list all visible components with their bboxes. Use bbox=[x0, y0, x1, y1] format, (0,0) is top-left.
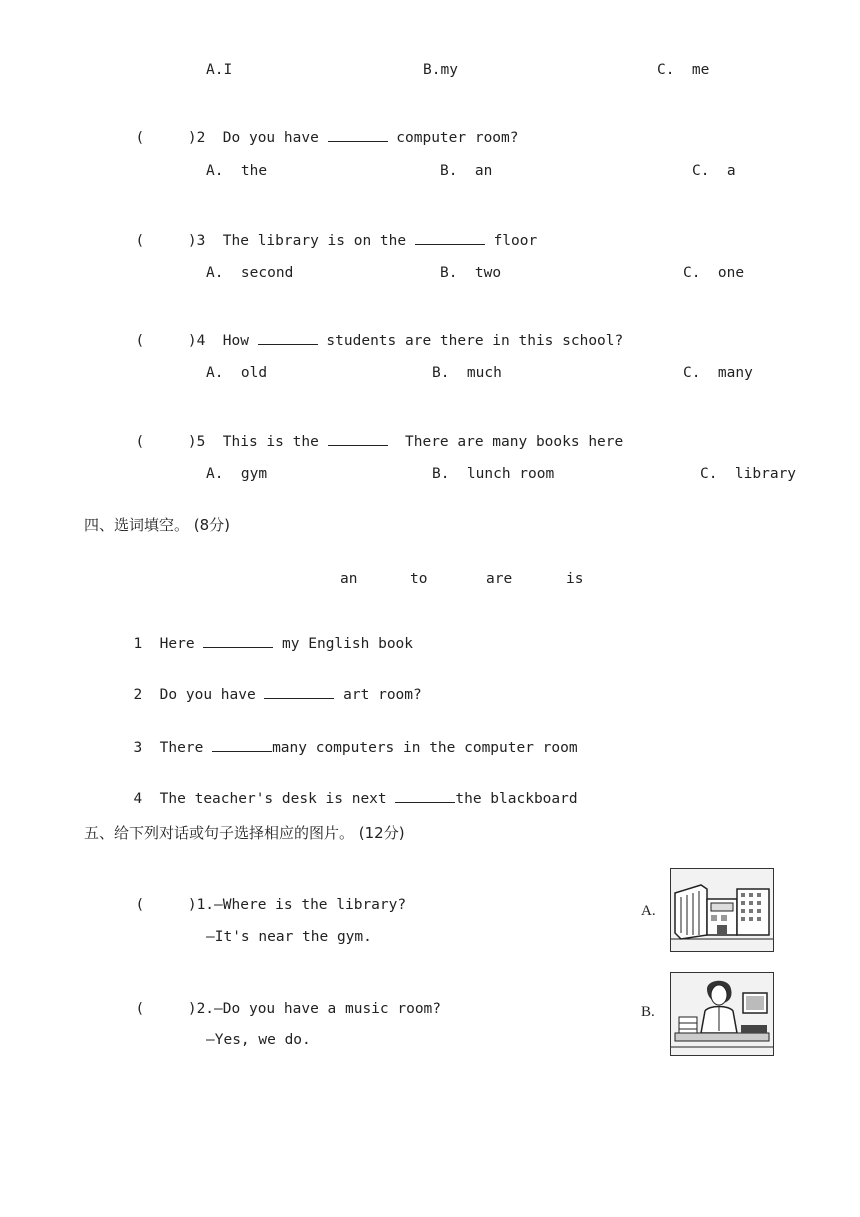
option-a: A. second bbox=[206, 265, 294, 281]
answer-blank[interactable] bbox=[395, 790, 455, 803]
section-4-title: 四、选词填空。 (8分) bbox=[84, 516, 231, 534]
dialog-item-1 bbox=[118, 878, 406, 914]
item-number: 3 bbox=[133, 740, 143, 756]
dialog-question: —Do you have a music room? bbox=[214, 1001, 442, 1017]
dialog-item-2 bbox=[118, 982, 441, 1018]
item-text-post: the blackboard bbox=[455, 791, 578, 807]
fill-item-3 bbox=[116, 721, 578, 757]
item-number: ( )2. bbox=[135, 1001, 215, 1017]
option-b: B.my bbox=[423, 62, 458, 78]
question-text-pre: How bbox=[222, 333, 258, 349]
item-number: 1 bbox=[133, 636, 143, 652]
item-text-pre: Do you have bbox=[159, 687, 265, 703]
question-number: ( )3 bbox=[135, 233, 206, 249]
question-text-post: students are there in this school? bbox=[317, 333, 624, 349]
answer-blank[interactable] bbox=[328, 129, 388, 142]
item-number: 4 bbox=[133, 791, 143, 807]
question-2 bbox=[118, 111, 519, 147]
option-c: C. a bbox=[692, 163, 736, 179]
section-5-title: 五、给下列对话或句子选择相应的图片。 (12分) bbox=[84, 824, 405, 842]
answer-blank[interactable] bbox=[328, 433, 388, 446]
fill-item-1 bbox=[116, 617, 413, 653]
item-text-pre: Here bbox=[159, 636, 204, 652]
question-number: ( )5 bbox=[135, 434, 206, 450]
answer-blank[interactable] bbox=[203, 635, 273, 648]
option-b: B. two bbox=[440, 265, 502, 281]
item-text-pre: The teacher's desk is next bbox=[159, 791, 396, 807]
question-4 bbox=[118, 314, 623, 350]
picture-a-label: A. bbox=[641, 903, 656, 919]
library-building-icon bbox=[670, 868, 774, 952]
item-text-post: art room? bbox=[334, 687, 422, 703]
option-c: C. one bbox=[683, 265, 745, 281]
fill-item-4 bbox=[116, 772, 578, 808]
question-text-pre: The library is on the bbox=[222, 233, 415, 249]
option-c: C. me bbox=[657, 62, 710, 78]
question-3 bbox=[118, 214, 537, 250]
item-text-pre: There bbox=[159, 740, 213, 756]
option-b: B. much bbox=[432, 365, 502, 381]
answer-blank[interactable] bbox=[258, 332, 318, 345]
option-b: B. an bbox=[440, 163, 493, 179]
option-a: A.I bbox=[206, 62, 233, 78]
question-5 bbox=[118, 415, 623, 451]
option-b: B. lunch room bbox=[432, 466, 555, 482]
question-text-post: floor bbox=[484, 233, 538, 249]
answer-blank[interactable] bbox=[264, 686, 334, 699]
question-text-post: computer room? bbox=[387, 130, 519, 146]
answer-blank[interactable] bbox=[212, 739, 272, 752]
item-text-post: many computers in the computer room bbox=[272, 740, 578, 756]
fill-item-2 bbox=[116, 668, 422, 704]
picture-b-label: B. bbox=[641, 1004, 655, 1020]
option-c: C. many bbox=[683, 365, 753, 381]
option-a: A. gym bbox=[206, 466, 268, 482]
question-number: ( )2 bbox=[135, 130, 206, 146]
word-bank-item: is bbox=[566, 571, 584, 587]
dialog-answer: —Yes, we do. bbox=[206, 1032, 311, 1048]
item-number: 2 bbox=[133, 687, 143, 703]
question-text-pre: Do you have bbox=[222, 130, 328, 146]
word-bank-item: an bbox=[340, 571, 358, 587]
item-number: ( )1. bbox=[135, 897, 215, 913]
question-number: ( )4 bbox=[135, 333, 206, 349]
option-a: A. the bbox=[206, 163, 268, 179]
word-bank-item: to bbox=[410, 571, 428, 587]
teacher-at-desk-icon bbox=[670, 972, 774, 1056]
dialog-question: —Where is the library? bbox=[214, 897, 407, 913]
option-c: C. library bbox=[700, 466, 797, 482]
question-text-pre: This is the bbox=[222, 434, 328, 450]
item-text-post: my English book bbox=[273, 636, 414, 652]
dialog-answer: —It's near the gym. bbox=[206, 929, 372, 945]
word-bank-item: are bbox=[486, 571, 513, 587]
question-text-post: There are many books here bbox=[387, 434, 624, 450]
answer-blank[interactable] bbox=[415, 232, 485, 245]
option-a: A. old bbox=[206, 365, 268, 381]
